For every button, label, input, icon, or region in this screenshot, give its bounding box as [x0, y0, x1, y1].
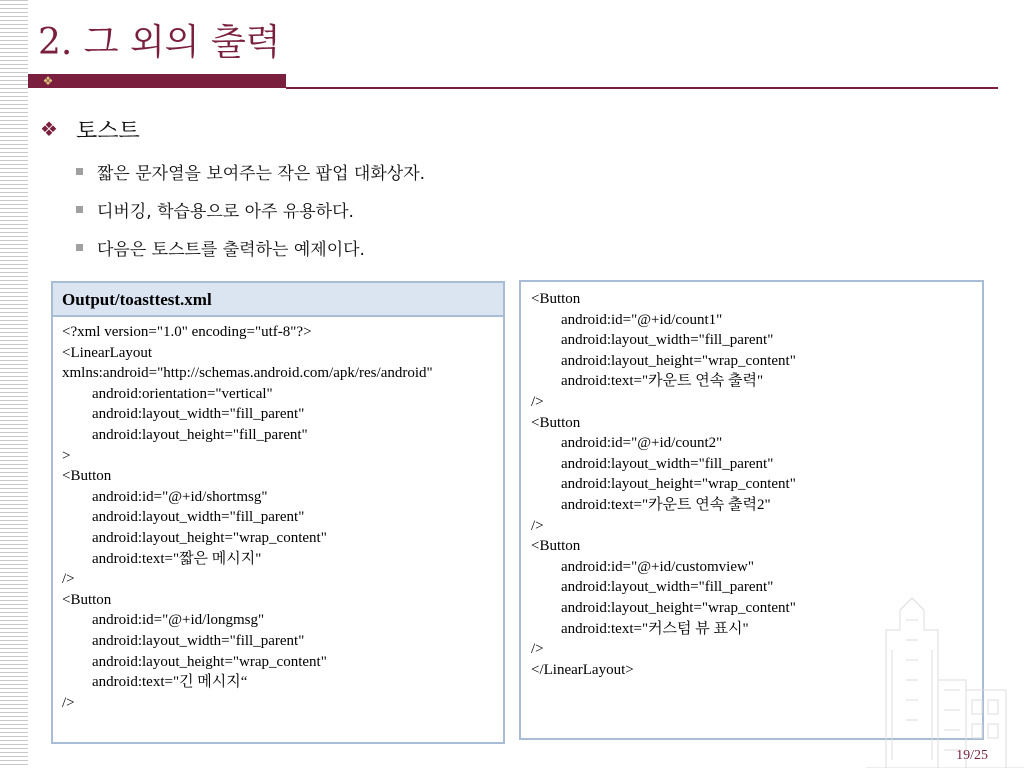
sub-bullet-text: 짧은 문자열을 보여주는 작은 팝업 대화상자.	[97, 163, 426, 184]
code-line: />	[62, 694, 75, 711]
code-line: <LinearLayout	[62, 344, 153, 361]
code-line: android:layout_width="fill_parent"	[561, 332, 774, 349]
main-bullet-text: 토스트	[76, 118, 140, 144]
code-line: android:layout_height="fill_parent"	[92, 426, 308, 443]
sub-bullet-item	[76, 228, 425, 266]
checker-diamond-icon: ❖	[42, 74, 54, 88]
code-line: </LinearLayout>	[531, 661, 634, 678]
code-line: android:id="@+id/count2"	[561, 435, 723, 452]
sub-bullet-list	[76, 152, 425, 266]
code-line: <?xml version="1.0" encoding="utf-8"?>	[62, 324, 312, 340]
code-line: android:text="커스텀 뷰 표시"	[561, 620, 749, 637]
code-line: android:id="@+id/customview"	[561, 558, 754, 575]
code-line: android:text="카운트 연속 출력2"	[561, 496, 771, 513]
code-line: />	[62, 571, 75, 588]
left-stripe-decoration	[0, 0, 28, 768]
code-line: android:orientation="vertical"	[92, 385, 273, 402]
code-panel-header: Output/toasttest.xml	[53, 283, 503, 317]
code-line: />	[531, 393, 544, 410]
code-line: android:layout_height="wrap_content"	[561, 476, 796, 493]
code-line: >	[62, 447, 71, 464]
slide-title: 2. 그 외의 출력	[38, 22, 281, 63]
main-bullet	[40, 114, 140, 144]
code-panel-left	[51, 281, 505, 744]
code-line: android:layout_width="fill_parent"	[561, 579, 774, 596]
code-line: xmlns:android="http://schemas.android.com/apk/res/android"	[62, 365, 433, 382]
sub-bullet-item	[76, 190, 425, 228]
square-icon	[76, 244, 83, 251]
code-line: android:layout_width="fill_parent"	[92, 632, 305, 649]
title-underline-thick	[28, 74, 286, 88]
square-icon	[76, 206, 83, 213]
code-line: />	[531, 517, 544, 534]
square-icon	[76, 168, 83, 175]
code-line: android:layout_width="fill_parent"	[561, 455, 774, 472]
four-diamond-icon: ❖	[40, 117, 58, 141]
code-line: android:text="짧은 메시지"	[92, 550, 262, 567]
building-sketch-image	[866, 590, 1024, 768]
code-line: <Button	[62, 468, 112, 485]
code-line: />	[531, 641, 544, 658]
code-line: android:id="@+id/shortmsg"	[92, 488, 268, 505]
code-block-left	[53, 317, 503, 713]
code-line: android:text="긴 메시지“	[92, 674, 248, 691]
code-line: <Button	[531, 414, 581, 431]
code-line: android:layout_height="wrap_content"	[92, 529, 327, 546]
code-line: android:layout_height="wrap_content"	[561, 352, 796, 369]
sub-bullet-item	[76, 152, 425, 190]
code-line: android:layout_height="wrap_content"	[561, 599, 796, 616]
sub-bullet-text: 다음은 토스트를 출력하는 예제이다.	[97, 239, 365, 260]
code-line: android:id="@+id/longmsg"	[92, 612, 265, 629]
sub-bullet-text: 디버깅, 학습용으로 아주 유용하다.	[97, 201, 354, 222]
code-line: android:text="카운트 연속 출력"	[561, 373, 764, 390]
code-line: android:id="@+id/count1"	[561, 311, 723, 328]
code-line: <Button	[531, 291, 581, 307]
page-number: 19/25	[956, 748, 988, 763]
code-line: android:layout_width="fill_parent"	[92, 509, 305, 526]
code-line: android:layout_height="wrap_content"	[92, 653, 327, 670]
code-line: <Button	[531, 538, 581, 555]
code-line: <Button	[62, 591, 112, 608]
code-line: android:layout_width="fill_parent"	[92, 406, 305, 423]
title-underline-thin	[286, 87, 998, 89]
